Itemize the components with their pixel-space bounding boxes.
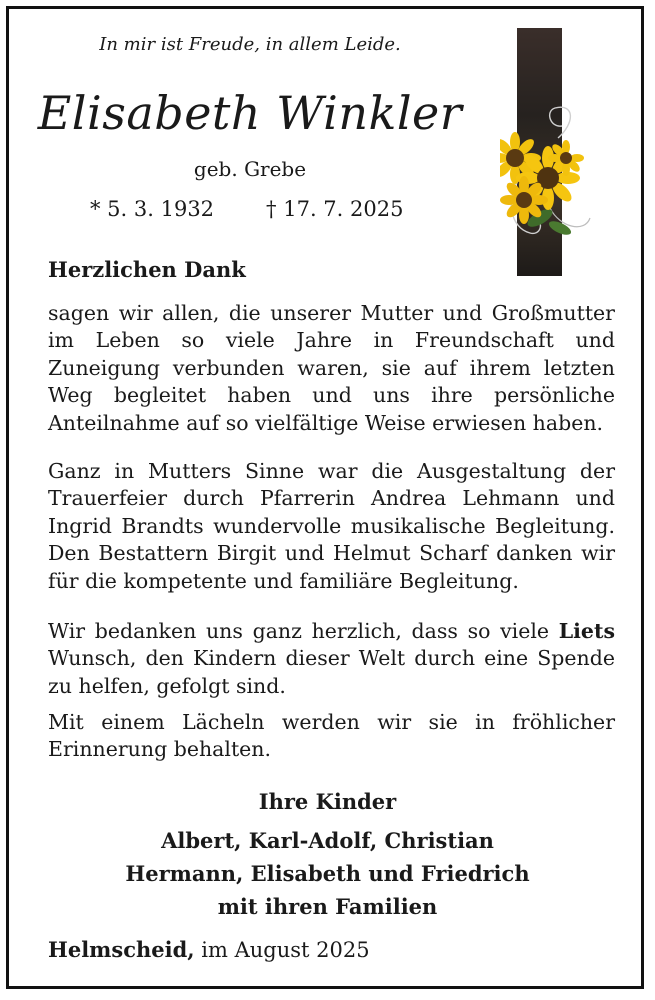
life-dates [90, 197, 403, 221]
date-text: im August 2025 [194, 938, 370, 962]
paragraph-3-end: Wunsch, den Kindern dieser Welt durch eine Spende zu helfen, gefolgt sind. [48, 646, 615, 698]
motto: In mir ist Freude, in allem Leide. [99, 34, 401, 55]
paragraph-1: sagen wir allen, die unserer Mutter und Großmutter im Leben so viele Jahre in Freundschaft und Zuneigung verbunden waren, sie auf ihrem letzten Weg begleitet haben und uns ihre persönliche Anteilnahme auf so vielfältige Weise erwiesen haben. [48, 301, 615, 435]
paragraph-4: Mit einem Lächeln werden wir sie in fröhlicher Erinnerung behalten. [48, 710, 615, 762]
place-date [48, 937, 370, 962]
paragraph-donation [48, 618, 615, 700]
birth-date: * 5. 3. 1932 [90, 197, 215, 221]
signers-title: Ihre Kinder [258, 789, 397, 814]
deceased-name: Elisabeth Winkler [37, 86, 463, 140]
death-date: † 17. 7. 2025 [266, 197, 404, 221]
paragraph-thanks [48, 300, 615, 437]
sunflower-image [500, 28, 612, 276]
paragraph-3-start: Wir bedanken uns ganz herzlich, dass so viele [48, 619, 559, 643]
signers-line-3: mit ihren Familien [217, 894, 438, 919]
signers-line-1: Albert, Karl-Adolf, Christian [161, 828, 494, 853]
paragraph-funeral [48, 458, 615, 595]
signers-block [0, 785, 655, 923]
paragraph-3 [48, 618, 615, 700]
place-name: Helmscheid, [48, 937, 195, 962]
thanks-heading: Herzlichen Dank [48, 257, 246, 282]
paragraph-3-bold: Liets [558, 619, 615, 643]
sunflower-graphic [500, 28, 612, 276]
paragraph-memory [48, 709, 615, 764]
signers-line-2: Hermann, Elisabeth und Friedrich [125, 861, 530, 886]
paragraph-2: Ganz in Mutters Sinne war die Ausgestaltung der Trauerfeier durch Pfarrerin Andrea Lehmann und Ingrid Brandts wundervolle musikalische Begleitung. Den Bestattern Birgit und Helmut Scharf danken wir für die kompetente und familiäre Begleitung. [48, 459, 615, 593]
maiden-name: geb. Grebe [193, 157, 307, 181]
